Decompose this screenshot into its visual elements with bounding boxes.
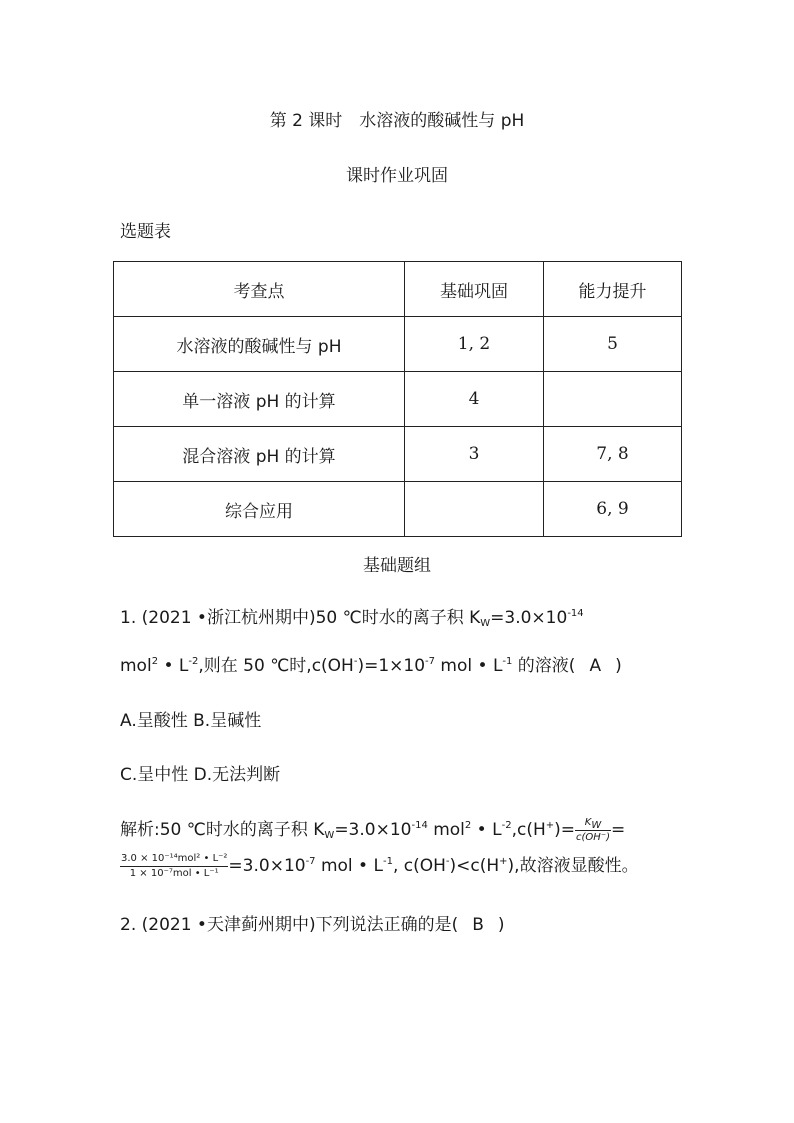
superscript: -2 xyxy=(501,820,512,831)
text: =3.0×10 xyxy=(228,856,306,876)
subscript: W xyxy=(480,618,491,629)
fraction-kw-over-oh xyxy=(575,818,611,843)
text: ) xyxy=(497,915,505,935)
superscript: - xyxy=(445,856,450,867)
superscript: + xyxy=(499,856,508,867)
superscript: 2 xyxy=(464,820,472,831)
text: )<c(H xyxy=(449,856,500,876)
table-header-row xyxy=(114,262,682,317)
table-cell: 单一溶液 pH 的计算 xyxy=(114,372,405,427)
subscript: W xyxy=(591,819,602,831)
text: ),故溶液显酸性。 xyxy=(507,856,639,876)
table-cell: 6, 9 xyxy=(544,482,682,537)
table-row xyxy=(114,372,682,427)
question-2-stem xyxy=(120,910,505,935)
table-cell: 7, 8 xyxy=(544,427,682,482)
solution-line-1 xyxy=(120,815,625,843)
solution-line-2 xyxy=(120,851,639,879)
text: K xyxy=(584,816,592,828)
superscript: 2 xyxy=(151,656,159,667)
superscript: - xyxy=(353,656,358,667)
subscript: W xyxy=(324,830,335,841)
table-cell: 混合溶液 pH 的计算 xyxy=(114,427,405,482)
text: =3.0×10 xyxy=(334,820,412,840)
text: • L xyxy=(471,820,502,840)
text: ,则在 50 ℃时,c(OH xyxy=(198,656,354,676)
fraction-denominator: c(OH⁻) xyxy=(576,831,611,843)
superscript: -1 xyxy=(382,856,393,867)
question-1-stem-line-1 xyxy=(120,603,584,628)
fraction-denominator: 1 × 10⁻⁷mol • L⁻¹ xyxy=(129,867,219,879)
fraction-numeric xyxy=(120,854,228,879)
table-row xyxy=(114,317,682,372)
table-row xyxy=(114,427,682,482)
fraction-numerator: 3.0 × 10⁻¹⁴mol² • L⁻² xyxy=(120,854,228,867)
text: 2. (2021 •天津蓟州期中)下列说法正确的是( xyxy=(120,915,459,935)
superscript: -14 xyxy=(567,608,584,619)
table-cell: 5 xyxy=(544,317,682,372)
table-caption: 选题表 xyxy=(120,222,171,242)
table-cell: 水溶液的酸碱性与 pH xyxy=(114,317,405,372)
table-header-cell: 基础巩固 xyxy=(405,262,544,317)
text: 解析:50 ℃时水的离子积 K xyxy=(120,820,325,840)
text: mol • L xyxy=(435,656,503,676)
text: =3.0×10 xyxy=(490,608,568,628)
superscript: + xyxy=(545,820,555,831)
question-1-options-ab: A.呈酸性 B.呈碱性 xyxy=(120,711,262,731)
table-cell: 4 xyxy=(405,372,544,427)
table-cell xyxy=(405,482,544,537)
text: , c(OH xyxy=(392,856,446,876)
topic-selection-table xyxy=(113,261,682,537)
page-subtitle: 课时作业巩固 xyxy=(346,166,448,186)
answer-blank: A xyxy=(589,656,602,676)
superscript: -14 xyxy=(411,820,428,831)
text: mol xyxy=(427,820,465,840)
superscript: -1 xyxy=(502,656,513,667)
text: mol xyxy=(120,656,152,676)
superscript: -2 xyxy=(188,656,199,667)
text: 1. (2021 •浙江杭州期中)50 ℃时水的离子积 K xyxy=(120,608,481,628)
text: ) xyxy=(615,656,622,676)
text: 的溶液( xyxy=(512,656,576,676)
table-cell: 综合应用 xyxy=(114,482,405,537)
text: mol • L xyxy=(315,856,383,876)
fraction-numerator xyxy=(575,818,611,831)
page-title: 第 2 课时 水溶液的酸碱性与 pH xyxy=(269,111,525,131)
text: )= xyxy=(554,820,576,840)
question-1-options-cd: C.呈中性 D.无法判断 xyxy=(120,765,281,785)
table-header-cell: 考查点 xyxy=(114,262,405,317)
table-cell: 3 xyxy=(405,427,544,482)
superscript: -7 xyxy=(305,856,316,867)
table-cell: 1, 2 xyxy=(405,317,544,372)
text: = xyxy=(611,820,626,840)
answer-blank: B xyxy=(472,915,484,935)
table-row xyxy=(114,482,682,537)
text: )=1×10 xyxy=(357,656,426,676)
table-header-cell: 能力提升 xyxy=(544,262,682,317)
text: ,c(H xyxy=(511,820,546,840)
table-cell xyxy=(544,372,682,427)
text: • L xyxy=(158,656,189,676)
question-1-stem-line-2 xyxy=(120,651,622,676)
superscript: -7 xyxy=(425,656,436,667)
section-title: 基础题组 xyxy=(363,556,431,576)
